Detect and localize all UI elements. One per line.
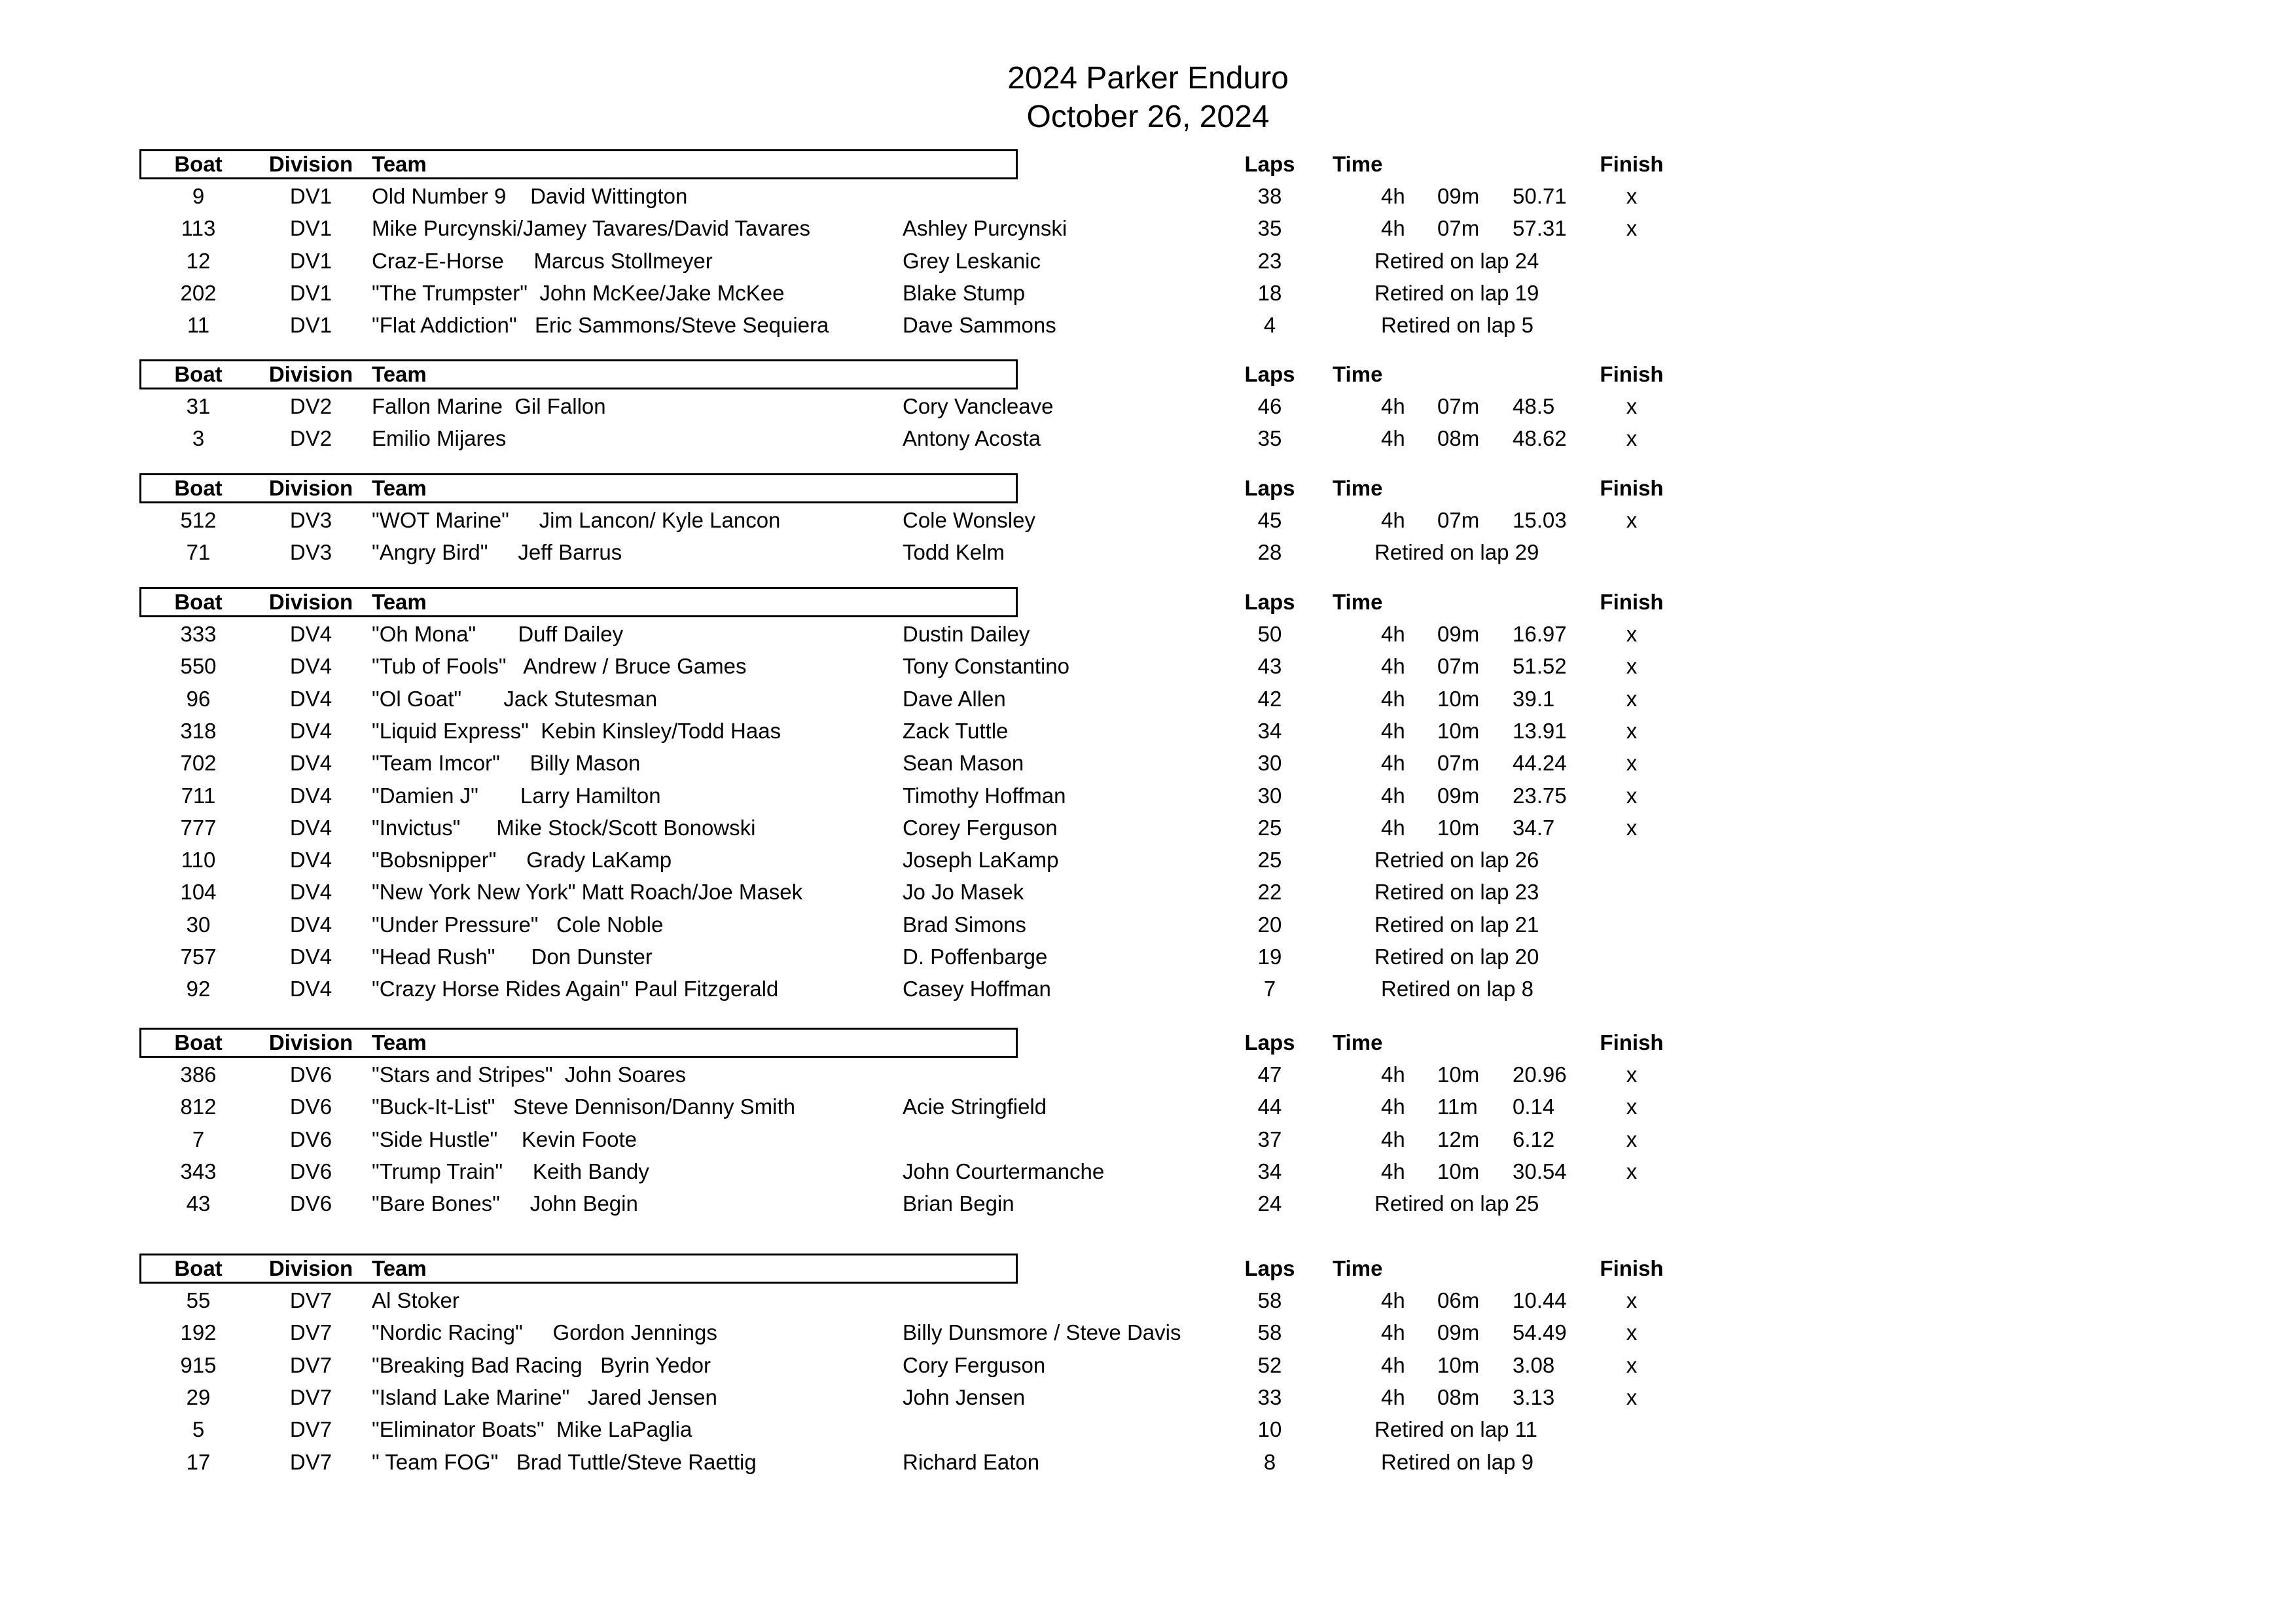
division: DV7 bbox=[289, 1320, 332, 1345]
finish-mark: x bbox=[1626, 1288, 1638, 1312]
retired-note: Retired on lap 19 bbox=[1374, 280, 1539, 305]
time-seconds: 44.24 bbox=[1513, 751, 1567, 776]
boat-number: 96 bbox=[186, 686, 211, 711]
division: DV3 bbox=[289, 508, 332, 532]
team-name: "New York New York" Matt Roach/Joe Masek bbox=[372, 880, 803, 905]
boat-number: 29 bbox=[186, 1384, 211, 1409]
team-name: "Breaking Bad Racing Byrin Yedor bbox=[372, 1352, 711, 1377]
laps: 34 bbox=[1257, 718, 1282, 743]
time-minutes: 07m bbox=[1437, 394, 1480, 418]
time-hours: 4h bbox=[1381, 1094, 1405, 1119]
team-crew: Jo Jo Masek bbox=[903, 880, 1024, 905]
header-team: Team bbox=[372, 152, 427, 176]
header-division: Division bbox=[268, 362, 353, 386]
finish-mark: x bbox=[1626, 1062, 1638, 1087]
time-seconds: 0.14 bbox=[1513, 1094, 1555, 1119]
time-seconds: 3.13 bbox=[1513, 1384, 1555, 1409]
division: DV4 bbox=[289, 880, 332, 905]
boat-number: 318 bbox=[180, 718, 217, 743]
team-crew: Brad Simons bbox=[903, 912, 1026, 937]
time-minutes: 10m bbox=[1437, 1352, 1480, 1377]
team-crew: Timothy Hoffman bbox=[903, 783, 1066, 808]
division: DV4 bbox=[289, 815, 332, 840]
header-finish: Finish bbox=[1600, 590, 1664, 614]
team-crew: Joseph LaKamp bbox=[903, 848, 1059, 873]
header-time: Time bbox=[1333, 152, 1383, 176]
time-minutes: 07m bbox=[1437, 751, 1480, 776]
division: DV7 bbox=[289, 1384, 332, 1409]
header-laps: Laps bbox=[1244, 1256, 1295, 1280]
time-seconds: 51.52 bbox=[1513, 654, 1567, 679]
header-team: Team bbox=[372, 476, 427, 500]
retired-note: Retired on lap 9 bbox=[1381, 1449, 1534, 1474]
laps: 35 bbox=[1257, 426, 1282, 451]
header-boat: Boat bbox=[174, 1030, 223, 1055]
header-boat: Boat bbox=[174, 590, 223, 614]
time-hours: 4h bbox=[1381, 1384, 1405, 1409]
boat-number: 343 bbox=[180, 1159, 217, 1183]
time-hours: 4h bbox=[1381, 622, 1405, 646]
laps: 8 bbox=[1263, 1449, 1276, 1474]
boat-number: 550 bbox=[180, 654, 217, 679]
team-name: Al Stoker bbox=[372, 1288, 459, 1312]
team-name: "Angry Bird" Jeff Barrus bbox=[372, 540, 622, 565]
laps: 42 bbox=[1257, 686, 1282, 711]
header-boat: Boat bbox=[174, 362, 223, 386]
team-name: " Team FOG" Brad Tuttle/Steve Raettig bbox=[372, 1449, 757, 1474]
team-crew: Zack Tuttle bbox=[903, 718, 1009, 743]
laps: 44 bbox=[1257, 1094, 1282, 1119]
laps: 46 bbox=[1257, 394, 1282, 418]
time-hours: 4h bbox=[1381, 783, 1405, 808]
laps: 58 bbox=[1257, 1288, 1282, 1312]
team-name: "Eliminator Boats" Mike LaPaglia bbox=[372, 1417, 692, 1442]
team-crew: Dustin Dailey bbox=[903, 622, 1030, 646]
laps: 34 bbox=[1257, 1159, 1282, 1183]
division: DV7 bbox=[289, 1352, 332, 1377]
retired-note: Retired on lap 21 bbox=[1374, 912, 1539, 937]
team-name: "Bare Bones" John Begin bbox=[372, 1191, 638, 1216]
team-crew: Corey Ferguson bbox=[903, 815, 1058, 840]
boat-number: 3 bbox=[192, 426, 205, 451]
team-name: "Nordic Racing" Gordon Jennings bbox=[372, 1320, 717, 1345]
header-division: Division bbox=[268, 590, 353, 614]
team-crew: Cory Vancleave bbox=[903, 394, 1054, 418]
team-crew: Antony Acosta bbox=[903, 426, 1041, 451]
laps: 52 bbox=[1257, 1352, 1282, 1377]
boat-number: 71 bbox=[186, 540, 211, 565]
laps: 25 bbox=[1257, 848, 1282, 873]
division: DV4 bbox=[289, 654, 332, 679]
header-laps: Laps bbox=[1244, 476, 1295, 500]
time-minutes: 10m bbox=[1437, 718, 1480, 743]
team-name: "Invictus" Mike Stock/Scott Bonowski bbox=[372, 815, 756, 840]
time-seconds: 54.49 bbox=[1513, 1320, 1567, 1345]
time-minutes: 10m bbox=[1437, 1062, 1480, 1087]
header-time: Time bbox=[1333, 1256, 1383, 1280]
division: DV2 bbox=[289, 426, 332, 451]
division: DV6 bbox=[289, 1094, 332, 1119]
time-seconds: 48.62 bbox=[1513, 426, 1567, 451]
finish-mark: x bbox=[1626, 654, 1638, 679]
team-crew: Brian Begin bbox=[903, 1191, 1014, 1216]
laps: 30 bbox=[1257, 751, 1282, 776]
boat-number: 757 bbox=[180, 945, 217, 969]
team-crew: Cory Ferguson bbox=[903, 1352, 1046, 1377]
finish-mark: x bbox=[1626, 686, 1638, 711]
finish-mark: x bbox=[1626, 394, 1638, 418]
header-laps: Laps bbox=[1244, 152, 1295, 176]
team-name: "Tub of Fools" Andrew / Bruce Games bbox=[372, 654, 747, 679]
header-time: Time bbox=[1333, 1030, 1383, 1055]
laps: 33 bbox=[1257, 1384, 1282, 1409]
time-seconds: 20.96 bbox=[1513, 1062, 1567, 1087]
team-name: "Flat Addiction" Eric Sammons/Steve Sequiera bbox=[372, 313, 829, 338]
finish-mark: x bbox=[1626, 1127, 1638, 1151]
laps: 38 bbox=[1257, 184, 1282, 208]
retired-note: Retired on lap 20 bbox=[1374, 945, 1539, 969]
boat-number: 711 bbox=[181, 783, 216, 808]
finish-mark: x bbox=[1626, 1094, 1638, 1119]
team-name: Fallon Marine Gil Fallon bbox=[372, 394, 606, 418]
time-hours: 4h bbox=[1381, 1352, 1405, 1377]
laps: 50 bbox=[1257, 622, 1282, 646]
boat-number: 5 bbox=[192, 1417, 205, 1442]
time-minutes: 07m bbox=[1437, 216, 1480, 241]
laps: 19 bbox=[1257, 945, 1282, 969]
team-name: Mike Purcynski/Jamey Tavares/David Tavares bbox=[372, 216, 811, 241]
boat-number: 31 bbox=[186, 394, 211, 418]
finish-mark: x bbox=[1626, 426, 1638, 451]
time-minutes: 08m bbox=[1437, 1384, 1480, 1409]
laps: 18 bbox=[1257, 280, 1282, 305]
time-minutes: 08m bbox=[1437, 426, 1480, 451]
finish-mark: x bbox=[1626, 622, 1638, 646]
team-crew: Blake Stump bbox=[903, 280, 1026, 305]
boat-number: 702 bbox=[180, 751, 217, 776]
boat-number: 386 bbox=[180, 1062, 217, 1087]
boat-number: 92 bbox=[186, 977, 211, 1001]
time-seconds: 15.03 bbox=[1513, 508, 1567, 532]
team-name: "Under Pressure" Cole Noble bbox=[372, 912, 664, 937]
header-finish: Finish bbox=[1600, 1256, 1664, 1280]
laps: 23 bbox=[1257, 248, 1282, 273]
division: DV6 bbox=[289, 1159, 332, 1183]
retired-note: Retired on lap 8 bbox=[1381, 977, 1534, 1001]
division: DV6 bbox=[289, 1191, 332, 1216]
team-name: "Damien J" Larry Hamilton bbox=[372, 783, 661, 808]
header-division: Division bbox=[268, 152, 353, 176]
team-crew: Billy Dunsmore / Steve Davis bbox=[903, 1320, 1181, 1345]
time-minutes: 06m bbox=[1437, 1288, 1480, 1312]
division: DV7 bbox=[289, 1449, 332, 1474]
laps: 30 bbox=[1257, 783, 1282, 808]
header-finish: Finish bbox=[1600, 1030, 1664, 1055]
header-time: Time bbox=[1333, 590, 1383, 614]
boat-number: 9 bbox=[192, 184, 205, 208]
laps: 45 bbox=[1257, 508, 1282, 532]
team-name: "The Trumpster" John McKee/Jake McKee bbox=[372, 280, 785, 305]
boat-number: 777 bbox=[180, 815, 217, 840]
boat-number: 17 bbox=[186, 1449, 211, 1474]
header-time: Time bbox=[1333, 476, 1383, 500]
finish-mark: x bbox=[1626, 1159, 1638, 1183]
time-hours: 4h bbox=[1381, 394, 1405, 418]
finish-mark: x bbox=[1626, 1352, 1638, 1377]
header-time: Time bbox=[1333, 362, 1383, 386]
laps: 37 bbox=[1257, 1127, 1282, 1151]
time-seconds: 50.71 bbox=[1513, 184, 1567, 208]
header-division: Division bbox=[268, 1030, 353, 1055]
boat-number: 12 bbox=[186, 248, 211, 273]
time-seconds: 13.91 bbox=[1513, 718, 1567, 743]
time-minutes: 10m bbox=[1437, 815, 1480, 840]
time-seconds: 39.1 bbox=[1513, 686, 1555, 711]
division: DV4 bbox=[289, 686, 332, 711]
boat-number: 11 bbox=[187, 313, 210, 338]
team-name: "WOT Marine" Jim Lancon/ Kyle Lancon bbox=[372, 508, 781, 532]
team-name: "Oh Mona" Duff Dailey bbox=[372, 622, 624, 646]
page-title: 2024 Parker Enduro bbox=[1007, 61, 1289, 96]
team-name: "Head Rush" Don Dunster bbox=[372, 945, 653, 969]
team-crew: Dave Sammons bbox=[903, 313, 1056, 338]
time-minutes: 10m bbox=[1437, 686, 1480, 711]
boat-number: 110 bbox=[181, 848, 216, 873]
boat-number: 333 bbox=[180, 622, 217, 646]
page-subtitle: October 26, 2024 bbox=[1026, 99, 1270, 134]
boat-number: 512 bbox=[180, 508, 217, 532]
header-finish: Finish bbox=[1600, 362, 1664, 386]
team-name: "Trump Train" Keith Bandy bbox=[372, 1159, 649, 1183]
division: DV2 bbox=[289, 394, 332, 418]
time-hours: 4h bbox=[1381, 1288, 1405, 1312]
header-laps: Laps bbox=[1244, 362, 1295, 386]
time-hours: 4h bbox=[1381, 1320, 1405, 1345]
time-hours: 4h bbox=[1381, 751, 1405, 776]
team-name: Craz-E-Horse Marcus Stollmeyer bbox=[372, 248, 713, 273]
laps: 22 bbox=[1257, 880, 1282, 905]
team-name: Emilio Mijares bbox=[372, 426, 507, 451]
time-minutes: 07m bbox=[1437, 508, 1480, 532]
time-minutes: 07m bbox=[1437, 654, 1480, 679]
time-seconds: 57.31 bbox=[1513, 216, 1567, 241]
header-boat: Boat bbox=[174, 152, 223, 176]
team-name: "Bobsnipper" Grady LaKamp bbox=[372, 848, 672, 873]
boat-number: 55 bbox=[186, 1288, 211, 1312]
time-hours: 4h bbox=[1381, 815, 1405, 840]
division: DV1 bbox=[289, 216, 332, 241]
boat-number: 104 bbox=[180, 880, 217, 905]
time-seconds: 6.12 bbox=[1513, 1127, 1555, 1151]
division: DV1 bbox=[289, 313, 332, 338]
retired-note: Retired on lap 29 bbox=[1374, 540, 1539, 565]
team-name: "Side Hustle" Kevin Foote bbox=[372, 1127, 637, 1151]
finish-mark: x bbox=[1626, 216, 1638, 241]
finish-mark: x bbox=[1626, 718, 1638, 743]
laps: 47 bbox=[1257, 1062, 1282, 1087]
division: DV4 bbox=[289, 912, 332, 937]
team-name: "Crazy Horse Rides Again" Paul Fitzgerald bbox=[372, 977, 779, 1001]
time-hours: 4h bbox=[1381, 718, 1405, 743]
laps: 28 bbox=[1257, 540, 1282, 565]
team-crew: Acie Stringfield bbox=[903, 1094, 1047, 1119]
team-name: "Liquid Express" Kebin Kinsley/Todd Haas bbox=[372, 718, 781, 743]
team-name: "Island Lake Marine" Jared Jensen bbox=[372, 1384, 717, 1409]
team-name: Old Number 9 David Wittington bbox=[372, 184, 688, 208]
division: DV7 bbox=[289, 1288, 332, 1312]
division: DV4 bbox=[289, 848, 332, 873]
time-hours: 4h bbox=[1381, 1159, 1405, 1183]
retired-note: Retired on lap 24 bbox=[1374, 248, 1539, 273]
retired-note: Retired on lap 11 bbox=[1374, 1417, 1537, 1442]
time-minutes: 09m bbox=[1437, 1320, 1480, 1345]
time-seconds: 23.75 bbox=[1513, 783, 1567, 808]
finish-mark: x bbox=[1626, 508, 1638, 532]
division: DV3 bbox=[289, 540, 332, 565]
time-hours: 4h bbox=[1381, 184, 1405, 208]
team-crew: Grey Leskanic bbox=[903, 248, 1041, 273]
time-hours: 4h bbox=[1381, 426, 1405, 451]
team-crew: Ashley Purcynski bbox=[903, 216, 1067, 241]
time-seconds: 3.08 bbox=[1513, 1352, 1555, 1377]
laps: 43 bbox=[1257, 654, 1282, 679]
header-boat: Boat bbox=[174, 1256, 223, 1280]
finish-mark: x bbox=[1626, 184, 1638, 208]
boat-number: 30 bbox=[186, 912, 211, 937]
team-crew: Sean Mason bbox=[903, 751, 1024, 776]
division: DV6 bbox=[289, 1127, 332, 1151]
header-team: Team bbox=[372, 1256, 427, 1280]
division: DV4 bbox=[289, 751, 332, 776]
team-name: "Stars and Stripes" John Soares bbox=[372, 1062, 687, 1087]
time-minutes: 09m bbox=[1437, 184, 1480, 208]
division: DV4 bbox=[289, 945, 332, 969]
retired-note: Retired on lap 23 bbox=[1374, 880, 1539, 905]
team-name: "Team Imcor" Billy Mason bbox=[372, 751, 641, 776]
header-laps: Laps bbox=[1244, 590, 1295, 614]
finish-mark: x bbox=[1626, 815, 1638, 840]
team-name: "Buck-It-List" Steve Dennison/Danny Smith bbox=[372, 1094, 796, 1119]
time-minutes: 10m bbox=[1437, 1159, 1480, 1183]
header-laps: Laps bbox=[1244, 1030, 1295, 1055]
division: DV1 bbox=[289, 184, 332, 208]
time-minutes: 11m bbox=[1437, 1094, 1478, 1119]
division: DV4 bbox=[289, 783, 332, 808]
finish-mark: x bbox=[1626, 751, 1638, 776]
boat-number: 113 bbox=[181, 216, 216, 241]
time-hours: 4h bbox=[1381, 216, 1405, 241]
header-division: Division bbox=[268, 476, 353, 500]
boat-number: 43 bbox=[186, 1191, 211, 1216]
team-crew: Richard Eaton bbox=[903, 1449, 1040, 1474]
time-hours: 4h bbox=[1381, 1062, 1405, 1087]
division: DV4 bbox=[289, 718, 332, 743]
finish-mark: x bbox=[1626, 1320, 1638, 1345]
laps: 10 bbox=[1257, 1417, 1282, 1442]
division: DV4 bbox=[289, 622, 332, 646]
header-boat: Boat bbox=[174, 476, 223, 500]
team-crew: Tony Constantino bbox=[903, 654, 1069, 679]
division: DV6 bbox=[289, 1062, 332, 1087]
header-division: Division bbox=[268, 1256, 353, 1280]
laps: 4 bbox=[1263, 313, 1276, 338]
time-seconds: 48.5 bbox=[1513, 394, 1555, 418]
time-seconds: 10.44 bbox=[1513, 1288, 1567, 1312]
time-seconds: 30.54 bbox=[1513, 1159, 1567, 1183]
header-team: Team bbox=[372, 362, 427, 386]
laps: 25 bbox=[1257, 815, 1282, 840]
time-seconds: 16.97 bbox=[1513, 622, 1567, 646]
time-hours: 4h bbox=[1381, 1127, 1405, 1151]
laps: 58 bbox=[1257, 1320, 1282, 1345]
laps: 35 bbox=[1257, 216, 1282, 241]
team-crew: Cole Wonsley bbox=[903, 508, 1035, 532]
team-crew: Casey Hoffman bbox=[903, 977, 1051, 1001]
time-minutes: 09m bbox=[1437, 622, 1480, 646]
boat-number: 7 bbox=[192, 1127, 205, 1151]
division: DV1 bbox=[289, 280, 332, 305]
header-finish: Finish bbox=[1600, 476, 1664, 500]
time-minutes: 12m bbox=[1437, 1127, 1480, 1151]
header-team: Team bbox=[372, 1030, 427, 1055]
team-crew: Todd Kelm bbox=[903, 540, 1005, 565]
team-crew: John Courtermanche bbox=[903, 1159, 1105, 1183]
team-name: "Ol Goat" Jack Stutesman bbox=[372, 686, 658, 711]
retired-note: Retired on lap 25 bbox=[1374, 1191, 1539, 1216]
team-crew: Dave Allen bbox=[903, 686, 1006, 711]
retired-note: Retried on lap 26 bbox=[1374, 848, 1539, 873]
boat-number: 202 bbox=[180, 280, 217, 305]
team-crew: John Jensen bbox=[903, 1384, 1026, 1409]
finish-mark: x bbox=[1626, 1384, 1638, 1409]
division: DV1 bbox=[289, 248, 332, 273]
boat-number: 915 bbox=[180, 1352, 217, 1377]
time-hours: 4h bbox=[1381, 686, 1405, 711]
time-seconds: 34.7 bbox=[1513, 815, 1555, 840]
laps: 7 bbox=[1263, 977, 1276, 1001]
finish-mark: x bbox=[1626, 783, 1638, 808]
retired-note: Retired on lap 5 bbox=[1381, 313, 1534, 338]
header-finish: Finish bbox=[1600, 152, 1664, 176]
header-team: Team bbox=[372, 590, 427, 614]
boat-number: 812 bbox=[180, 1094, 217, 1119]
division: DV4 bbox=[289, 977, 332, 1001]
time-minutes: 09m bbox=[1437, 783, 1480, 808]
laps: 24 bbox=[1257, 1191, 1282, 1216]
division: DV7 bbox=[289, 1417, 332, 1442]
boat-number: 192 bbox=[180, 1320, 217, 1345]
time-hours: 4h bbox=[1381, 654, 1405, 679]
time-hours: 4h bbox=[1381, 508, 1405, 532]
laps: 20 bbox=[1257, 912, 1282, 937]
team-crew: D. Poffenbarge bbox=[903, 945, 1048, 969]
